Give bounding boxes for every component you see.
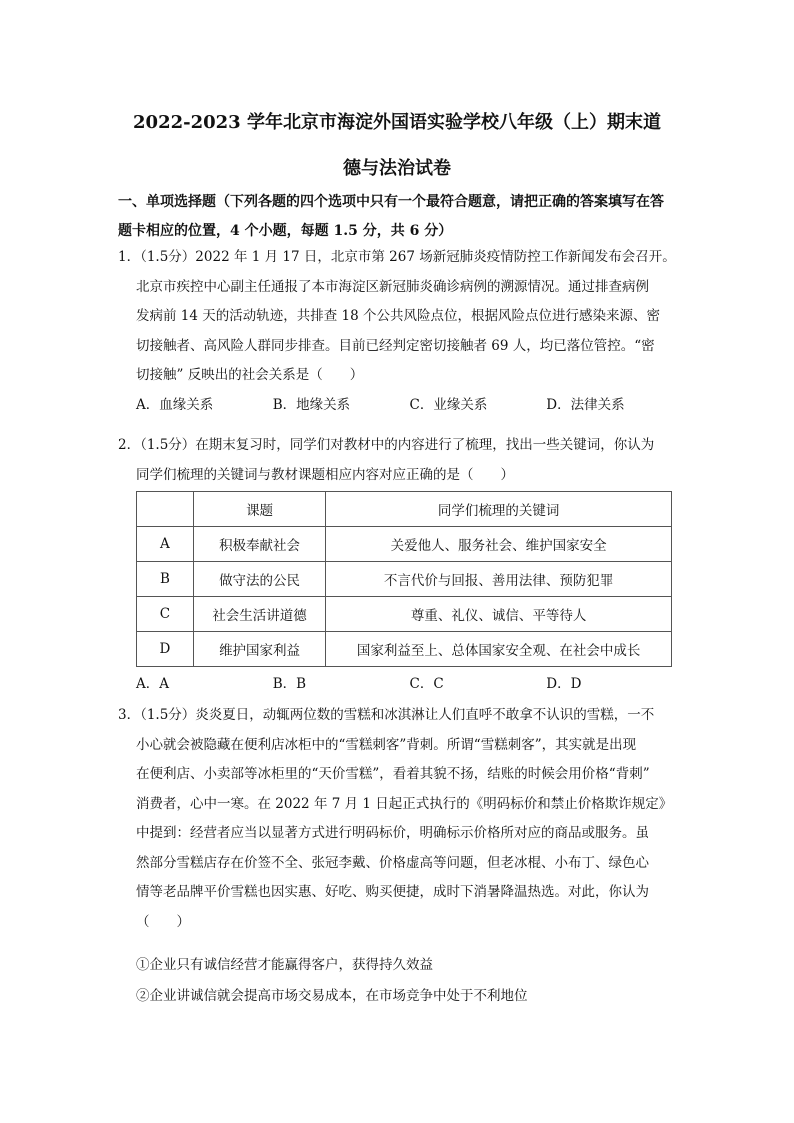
question-3-line: 消费者，心中一寒。在 2022 年 7 月 1 日起正式执行的《明码标价和禁止价格欺诈规定》 [136, 795, 673, 812]
option-c: C．业缘关系 [409, 396, 488, 413]
option-a: A．血缘关系 [136, 396, 214, 413]
question-1-stem: 1．（1.5分）2022 年 1 月 17 日，北京市第 267 场新冠肺炎疫情防控工作新闻发布会召开。 [118, 249, 676, 265]
table-cell: 积极奉献社会 [193, 527, 326, 562]
table-cell: 国家利益至上、总体国家安全观、在社会中成长 [326, 632, 672, 667]
question-1-line: 北京市疾控中心副主任通报了本市海淀区新冠肺炎确诊病例的溯源情况。通过排查病例 [136, 278, 649, 295]
option-a: A．A [136, 676, 169, 692]
question-1-line: 发病前 14 天的活动轨迹，共排查 18 个公共风险点位，根据风险点位进行感染来源、密 [136, 308, 661, 324]
table-cell: 维护国家利益 [193, 632, 326, 667]
table-row [137, 632, 672, 667]
section-heading [118, 188, 683, 246]
option-d: D．D [546, 676, 582, 692]
title-line-1: 2022-2023 学年北京市海淀外国语实验学校八年级（上）期末道 [133, 112, 661, 133]
table-cell: C [137, 597, 194, 632]
table-cell: 做守法的公民 [193, 562, 326, 597]
question-2 [118, 431, 683, 490]
title-line-2: 德与法治试卷 [343, 158, 451, 179]
question-3-line: 中提到：经营者应当以显著方式进行明码标价，明确标示价格所对应的商品或服务。虽 [136, 825, 649, 841]
option-d: D．法律关系 [546, 396, 625, 413]
question-3-line: 小心就会被隐藏在便利店冰柜中的“雪糕刺客”背刺。所谓“雪糕刺客”，其实就是出现 [136, 736, 637, 753]
question-1 [118, 243, 683, 420]
section-heading-line-1: 一、单项选择题（下列各题的四个选项中只有一个最符合题意，请把正确的答案填写在答 [118, 194, 664, 210]
option-b: B．地缘关系 [272, 396, 351, 413]
table-header-cell: 课题 [193, 492, 326, 527]
question-2-line: 同学们梳理的关键词与教材课题相应内容对应正确的是（ ） [136, 466, 514, 483]
question-2-options-block [118, 670, 683, 699]
question-1-line: 切接触” 反映出的社会关系是（ ） [136, 367, 364, 383]
question-3 [118, 701, 683, 937]
table-cell: 关爱他人、服务社会、维护国家安全 [326, 527, 672, 562]
table-cell: A [137, 527, 194, 562]
question-1-options [118, 391, 683, 420]
table-row [137, 527, 672, 562]
question-3-line: 在便利店、小卖部等冰柜里的“天价雪糕”，看着其貌不扬，结账的时候会用价格“背刺” [136, 766, 650, 782]
table-header-cell [137, 492, 194, 527]
page-title [100, 100, 694, 192]
section-heading-line-2: 题卡相应的位置，4 个小题，每题 1.5 分，共 6 分） [118, 223, 453, 239]
table-header-cell: 同学们梳理的关键词 [326, 492, 672, 527]
question-2-options [118, 670, 683, 699]
table-row [137, 562, 672, 597]
table-cell: B [137, 562, 194, 597]
table-row [137, 597, 672, 632]
question-3-stem: 3．（1.5分）炎炎夏日，动辄两位数的雪糕和冰淇淋让人们直呼不敢拿不认识的雪糕，一不 [118, 707, 655, 723]
option-b: B．B [272, 676, 307, 692]
keyword-table [136, 491, 672, 667]
table-cell: 社会生活讲道德 [193, 597, 326, 632]
statement-2: ②企业讲诚信就会提高市场交易成本，在市场竞争中处于不利地位 [136, 988, 528, 1004]
option-c: C．C [409, 676, 444, 692]
question-2-stem: 2．（1.5分）在期末复习时，同学们对教材中的内容进行了梳理，找出一些关键词，你认为 [118, 437, 655, 453]
statement-1: ①企业只有诚信经营才能赢得客户，获得持久效益 [136, 957, 433, 973]
table-header-row [137, 492, 672, 527]
question-3-line: 然部分雪糕店存在价签不全、张冠李戴、价格虚高等问题，但老冰棍、小布丁、绿色心 [136, 854, 649, 871]
table-cell: 不言代价与回报、善用法律、预防犯罪 [326, 562, 672, 597]
table-cell: D [137, 632, 194, 667]
table-cell: 尊重、礼仪、诚信、平等待人 [326, 597, 672, 632]
question-3-line: 情等老品牌平价雪糕也因实惠、好吃、购买便捷，成时下消暑降温热选。对此，你认为 [136, 884, 649, 900]
question-3-line: （ ） [136, 913, 190, 930]
question-1-line: 切接触者、高风险人群同步排查。目前已经判定密切接触者 69 人，均已落位管控。“密 [136, 337, 655, 354]
